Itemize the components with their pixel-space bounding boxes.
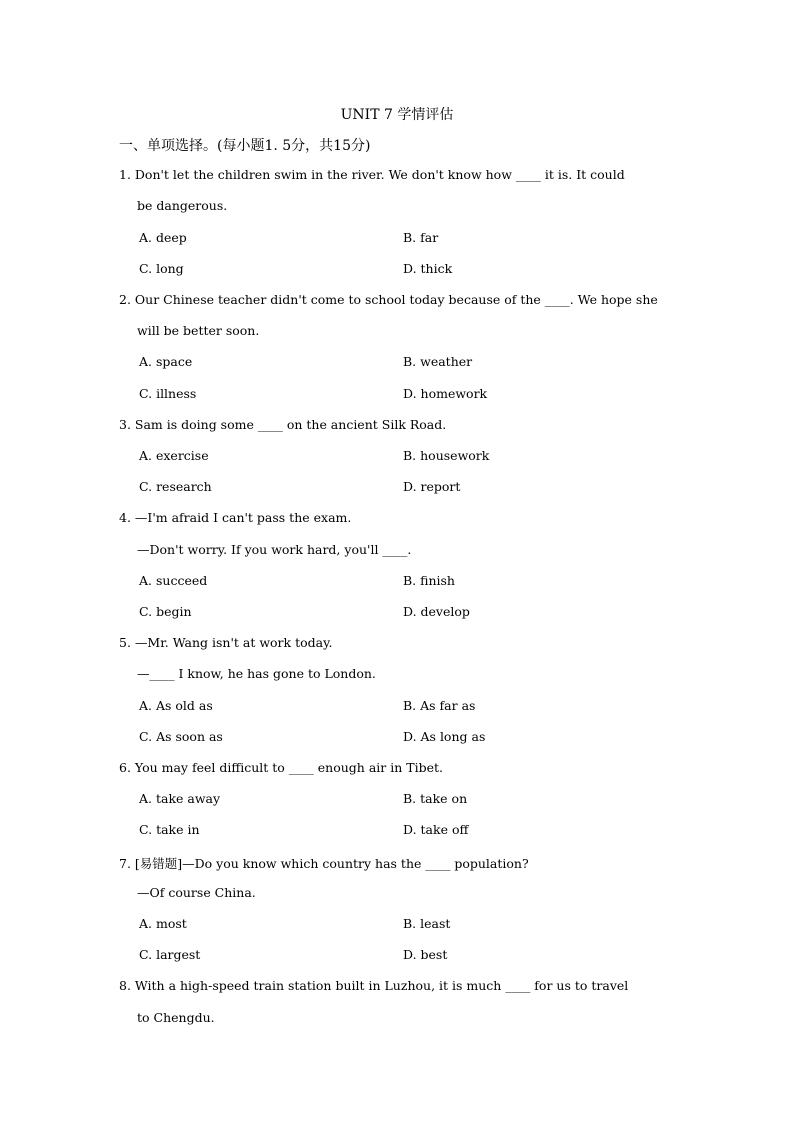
question-7-option-a: A. most	[139, 916, 187, 931]
question-1-option-b: B. far	[403, 230, 439, 245]
question-4-stem: 4. —I'm afraid I can't pass the exam.	[119, 510, 352, 525]
question-5-option-c: C. As soon as	[139, 729, 223, 744]
question-7-option-d: D. best	[403, 947, 448, 962]
question-4-option-a: A. succeed	[139, 573, 208, 588]
question-6-option-a: A. take away	[139, 791, 221, 806]
question-5-option-a: A. As old as	[139, 698, 213, 713]
question-3-option-b: B. housework	[403, 448, 490, 463]
question-4-option-b: B. finish	[403, 573, 455, 588]
question-3-option-c: C. research	[139, 479, 212, 494]
question-7-option-b: B. least	[403, 916, 451, 931]
question-6-option-d: D. take off	[403, 822, 469, 837]
question-1-stem-cont: be dangerous.	[137, 198, 228, 213]
question-5-stem-cont: —____ I know, he has gone to London.	[137, 666, 376, 681]
question-2-option-a: A. space	[139, 354, 193, 369]
question-7-option-c: C. largest	[139, 947, 201, 962]
question-6-option-b: B. take on	[403, 791, 468, 806]
question-3-stem: 3. Sam is doing some ____ on the ancient Silk Road.	[119, 417, 447, 432]
question-7-stem-cont: —Of course China.	[137, 885, 256, 900]
question-5-stem: 5. —Mr. Wang isn't at work today.	[119, 635, 333, 650]
question-2-stem-cont: will be better soon.	[137, 323, 260, 338]
question-2-option-d: D. homework	[403, 386, 488, 401]
question-5-option-d: D. As long as	[403, 729, 486, 744]
question-3-option-d: D. report	[403, 479, 461, 494]
question-7-stem: 7. [易错题]—Do you know which country has the ____ population?	[119, 856, 529, 871]
question-1-option-c: C. long	[139, 261, 184, 276]
question-4-option-d: D. develop	[403, 604, 470, 619]
question-2-option-c: C. illness	[139, 386, 197, 401]
page-title: UNIT 7 学情评估	[340, 107, 454, 123]
question-2-stem: 2. Our Chinese teacher didn't come to school today because of the ____. We hope she	[119, 292, 658, 307]
question-3-option-a: A. exercise	[139, 448, 209, 463]
question-1-option-d: D. thick	[403, 261, 453, 276]
question-1-option-a: A. deep	[139, 230, 187, 245]
question-6-stem: 6. You may feel difficult to ____ enough air in Tibet.	[119, 760, 443, 775]
question-5-option-b: B. As far as	[403, 698, 476, 713]
question-4-stem-cont: —Don't worry. If you work hard, you'll ____.	[137, 542, 412, 557]
question-2-option-b: B. weather	[403, 354, 473, 369]
question-6-option-c: C. take in	[139, 822, 200, 837]
question-8-stem-cont: to Chengdu.	[137, 1010, 215, 1025]
question-1-stem: 1. Don't let the children swim in the river. We don't know how ____ it is. It could	[119, 167, 625, 182]
question-4-option-c: C. begin	[139, 604, 192, 619]
question-8-stem: 8. With a high-speed train station built in Luzhou, it is much ____ for us to travel	[119, 978, 629, 993]
section-heading: 一、单项选择。(每小题1. 5分，共15分)	[119, 138, 371, 154]
